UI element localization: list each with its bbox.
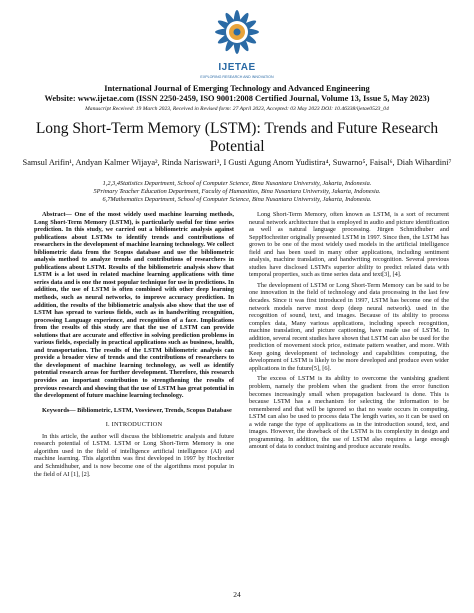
affiliations	[20, 180, 454, 205]
keywords: Keywords— Bibliometric, LSTM, Vosviewer, Trends, Scopus Database	[42, 406, 232, 414]
body-paragraph-2: The development of LSTM or Long Short-Term Memory can be said to be one innovation in the field of technology and data processing in the last few decades. Since it was first introduced in 1997, LSTM has become one of the network models nerve most deep (deep neural network). used in the recognition of sound, text, and images. Because of its ability to process complex data, Many various applications, including speech recognition, machine translation, and picture captioning, have made use of LSTM. In addition, several recent studies have shown that LSTM can also be used for the prediction of movement stock price, estimate pattern weather, and more. With Keep going development of technology and capabilities computing, the development of LSTM is likely to be more developed and produce even wider applications in the future[5], [6].	[249, 281, 449, 372]
manuscript-dates: Manuscript Received: 19 March 2023, Received in Revised form: 27 April 2023, Accepted: 03 May 2023 DOI: 10.46338/ijetae0523_04	[85, 106, 389, 112]
left-column	[34, 211, 234, 478]
journal-website: Website: www.ijetae.com (ISSN 2250-2459, ISO 9001:2008 Certified Journal, Volume 13, Issue 5, May 2023)	[44, 94, 430, 103]
section-heading-introduction: I. INTRODUCTION	[105, 421, 163, 429]
logo-wordmark: IJETAE	[218, 62, 256, 73]
logo-tagline: EXPLORING RESEARCH AND INNOVATION	[200, 75, 274, 79]
body-paragraph-1: Long Short-Term Memory, often known as LSTM, is a sort of recurrent neural network architecture that is employed in audio and picture identification as well as natural language processing. Jürgen Schmidhuber and SeppHochreiter originally presented LSTM in 1997. Since then, the LSTM has grown to be one of the most widely used models in the artificial intelligence field and has been used in many other applications, including sentiment analysis, machine translation, and handwriting recognition. Several previous studies have disclosed LSTM's superior ability to predict related data with temporal properties, such as time series data and text[3], [4].	[249, 211, 449, 279]
affiliation-statistics: 1,2,3,4Statistics Department, School of Computer Science, Bina Nusantara University, Jakarta, Indonesia.	[102, 180, 372, 187]
body-paragraph-3: The excess of LSTM is its ability to overcome the vanishing gradient problem, namely the problem when the gradient from the error function becomes increasingly small when propagation backward is done. This is because LSTM has a mechanism for selecting the information to be remembered and that will be ignored so that no waste occurs in computing. LSTM can also be used to process data The length varies, so it can be used on a wide range the type of applications as in the introduction sound, text, and images. However, the drawback of the LSTM is its complexity in design and programming. In addition, the use of LSTM also requires a large enough amount of data to conduct training and produce accurate results.	[249, 375, 449, 451]
introduction-paragraph: In this article, the author will discuss the bibliometric analysis and future research potential of LSTM. LSTM or Long Short-Term Memory is one algorithm used in the field of intelligence artificial intelligence (AI) and machine learning. This algorithm was first developed in 1997 by Hochreiter and Schmidhuber, and is now become one of the algorithms most popular in the field of AI [1], [2].	[34, 432, 234, 478]
affiliation-mathematics: 6,7Mathematics Department, School of Computer Science, Bina Nusantara University, Jakarta, Indonesia.	[102, 196, 372, 204]
abstract: Abstract— One of the most widely used machine learning methods, Long Short-Term Memory (LSTM), is particularly useful for time series prediction. In this study, we carried out a bibliometric analysis against publications about LSTMs to identify trends and contributions of researchers in the development of machine learning technology. We collect bibliometric data from the Scopus database and use the bibliometric analysis method to analyze trends and contributions of researchers in publications about LSTM. Results of the bibliometric analysis show that LSTM is a lot used in related machine learning applications with time series data and is one the most popular technique for use in predictions. In addition, the use of LSTM is often combined with other deep learning methods, such as neural networks, to improve accuracy prediction. In addition, the results of the bibliometric analysis also show that the use of LSTM has spread to various fields, such as in handwriting recognition, processing Language experience, and recognition of a face. Implications from the results of this study are that the use of LSTM can provide solutions that are accurate and effective in solving prediction problems in various fields, especially in practical applications such as business, health, and transportation. The results of the LSTM bibliometric analysis can provide a broader view of trends and the contributions of researchers to the development of machine learning technology, as well as identify potential research areas for further development. Therefore, this research provides an important contribution to strengthening the results of previous research and showing that the use of LSTM has great potential in the development of future machine learning technology.	[34, 211, 235, 400]
ijetae-logo-icon	[204, 4, 270, 62]
author-list: Samsul Arifin¹, Andyan Kalmer Wijaya², Rinda Nariswari³, I Gusti Agung Anom Yudistira⁴, Suwarno⁵, Faisal⁶, Diah Wihardini⁷	[22, 158, 452, 167]
journal-logo	[200, 4, 274, 84]
paper-title: Long Short-Term Memory (LSTM): Trends and Future Research Potential	[35, 120, 439, 155]
journal-header	[0, 84, 474, 104]
affiliation-teacher-education: 5Primary Teacher Education Department, Faculty of Humanities, Bina Nusantara University, Jakarta, Indonesia.	[93, 188, 381, 196]
page-number: 24	[233, 590, 241, 599]
journal-name: International Journal of Emerging Technology and Advanced Engineering	[104, 84, 370, 93]
right-column	[249, 211, 449, 451]
